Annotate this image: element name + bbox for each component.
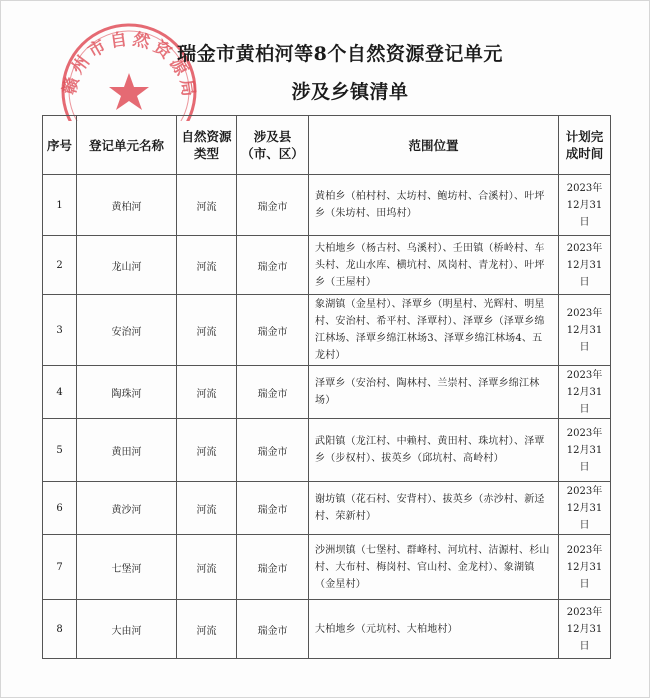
- header-resource-type: 自然资源类型: [177, 116, 237, 175]
- cell-resource-type: 河流: [177, 482, 237, 535]
- cell-unit-name: 七堡河: [77, 535, 177, 600]
- cell-resource-type: 河流: [177, 600, 237, 659]
- cell-county: 瑞金市: [237, 236, 309, 295]
- cell-range: 沙洲坝镇（七堡村、群峰村、河坑村、洁源村、杉山村、大布村、梅岗村、官山村、金龙村）、象湖镇（金星村）: [309, 535, 559, 600]
- plan-day: 12月31日: [566, 259, 603, 288]
- cell-unit-name: 黄沙河: [77, 482, 177, 535]
- cell-plan-time: [559, 600, 611, 659]
- header-plan-time: 计划完成时间: [559, 116, 611, 175]
- header-county: 涉及县（市、区）: [237, 116, 309, 175]
- cell-unit-name: 陶珠河: [77, 366, 177, 419]
- table-row: [43, 295, 611, 366]
- table-row: [43, 600, 611, 659]
- cell-range: 泽覃乡（安治村、陶林村、兰崇村、泽覃乡绵江林场）: [309, 366, 559, 419]
- cell-resource-type: 河流: [177, 366, 237, 419]
- table-row: [43, 535, 611, 600]
- plan-year: 2023年: [566, 307, 603, 319]
- cell-county: 瑞金市: [237, 175, 309, 236]
- document-title-line2: 涉及乡镇清单: [291, 81, 409, 103]
- table-row: [43, 482, 611, 535]
- table-row: [43, 366, 611, 419]
- cell-unit-name: 大由河: [77, 600, 177, 659]
- cell-no: 5: [43, 419, 77, 482]
- header-no: 序号: [43, 116, 77, 175]
- plan-day: 12月31日: [566, 324, 603, 353]
- official-seal-stamp: [59, 21, 199, 121]
- cell-county: 瑞金市: [237, 535, 309, 600]
- cell-range: 谢坊镇（花石村、安背村）、拔英乡（赤沙村、新迳村、荣新村）: [309, 482, 559, 535]
- cell-resource-type: 河流: [177, 419, 237, 482]
- cell-plan-time: [559, 419, 611, 482]
- plan-day: 12月31日: [566, 199, 603, 228]
- cell-unit-name: 黄田河: [77, 419, 177, 482]
- cell-plan-time: [559, 175, 611, 236]
- cell-plan-time: [559, 295, 611, 366]
- cell-range: 武阳镇（龙江村、中赖村、黄田村、珠坑村）、泽覃乡（步权村）、拔英乡（邱坑村、高岭村）: [309, 419, 559, 482]
- plan-year: 2023年: [566, 485, 603, 497]
- svg-text:赣州市自然资源局: 赣州市自然资源局: [59, 29, 199, 102]
- cell-range: 大柏地乡（元坑村、大柏地村）: [309, 600, 559, 659]
- plan-day: 12月31日: [566, 444, 603, 473]
- cell-no: 3: [43, 295, 77, 366]
- cell-resource-type: 河流: [177, 175, 237, 236]
- cell-county: 瑞金市: [237, 600, 309, 659]
- cell-range: 大柏地乡（杨古村、乌溪村）、壬田镇（桥岭村、车头村、龙山水库、横坑村、凤岗村、青龙村）、叶坪乡（王屋村）: [309, 236, 559, 295]
- cell-no: 7: [43, 535, 77, 600]
- plan-year: 2023年: [566, 182, 603, 194]
- cell-resource-type: 河流: [177, 295, 237, 366]
- cell-unit-name: 黄柏河: [77, 175, 177, 236]
- header-unit-name: 登记单元名称: [77, 116, 177, 175]
- cell-county: 瑞金市: [237, 482, 309, 535]
- cell-plan-time: [559, 482, 611, 535]
- cell-county: 瑞金市: [237, 366, 309, 419]
- cell-plan-time: [559, 366, 611, 419]
- cell-plan-time: [559, 236, 611, 295]
- cell-unit-name: 龙山河: [77, 236, 177, 295]
- cell-range: 象湖镇（金星村）、泽覃乡（明星村、光辉村、明星村、安治村、希平村、泽覃村）、泽覃乡（泽覃乡绵江林场、泽覃乡绵江林场3、泽覃乡绵江林场4、五龙村）: [309, 295, 559, 366]
- plan-year: 2023年: [566, 242, 603, 254]
- cell-resource-type: 河流: [177, 535, 237, 600]
- cell-no: 8: [43, 600, 77, 659]
- cell-no: 6: [43, 482, 77, 535]
- cell-range: 黄柏乡（柏村村、太坊村、鲍坊村、合溪村）、叶坪乡（朱坊村、田坞村）: [309, 175, 559, 236]
- table-header-row: [43, 116, 611, 175]
- plan-day: 12月31日: [566, 561, 603, 590]
- plan-year: 2023年: [566, 606, 603, 618]
- plan-day: 12月31日: [566, 623, 603, 652]
- plan-year: 2023年: [566, 369, 603, 381]
- table-row: [43, 419, 611, 482]
- plan-year: 2023年: [566, 427, 603, 439]
- cell-no: 4: [43, 366, 77, 419]
- document-title-line1: 瑞金市黄柏河等8个自然资源登记单元: [177, 43, 503, 65]
- plan-day: 12月31日: [566, 502, 603, 531]
- table-row: [43, 236, 611, 295]
- header-range: 范围位置: [309, 116, 559, 175]
- cell-resource-type: 河流: [177, 236, 237, 295]
- cell-county: 瑞金市: [237, 419, 309, 482]
- cell-unit-name: 安治河: [77, 295, 177, 366]
- plan-year: 2023年: [566, 544, 603, 556]
- cell-no: 2: [43, 236, 77, 295]
- cell-plan-time: [559, 535, 611, 600]
- cell-county: 瑞金市: [237, 295, 309, 366]
- unit-table: [42, 115, 611, 659]
- plan-day: 12月31日: [566, 386, 603, 415]
- cell-no: 1: [43, 175, 77, 236]
- table-row: [43, 175, 611, 236]
